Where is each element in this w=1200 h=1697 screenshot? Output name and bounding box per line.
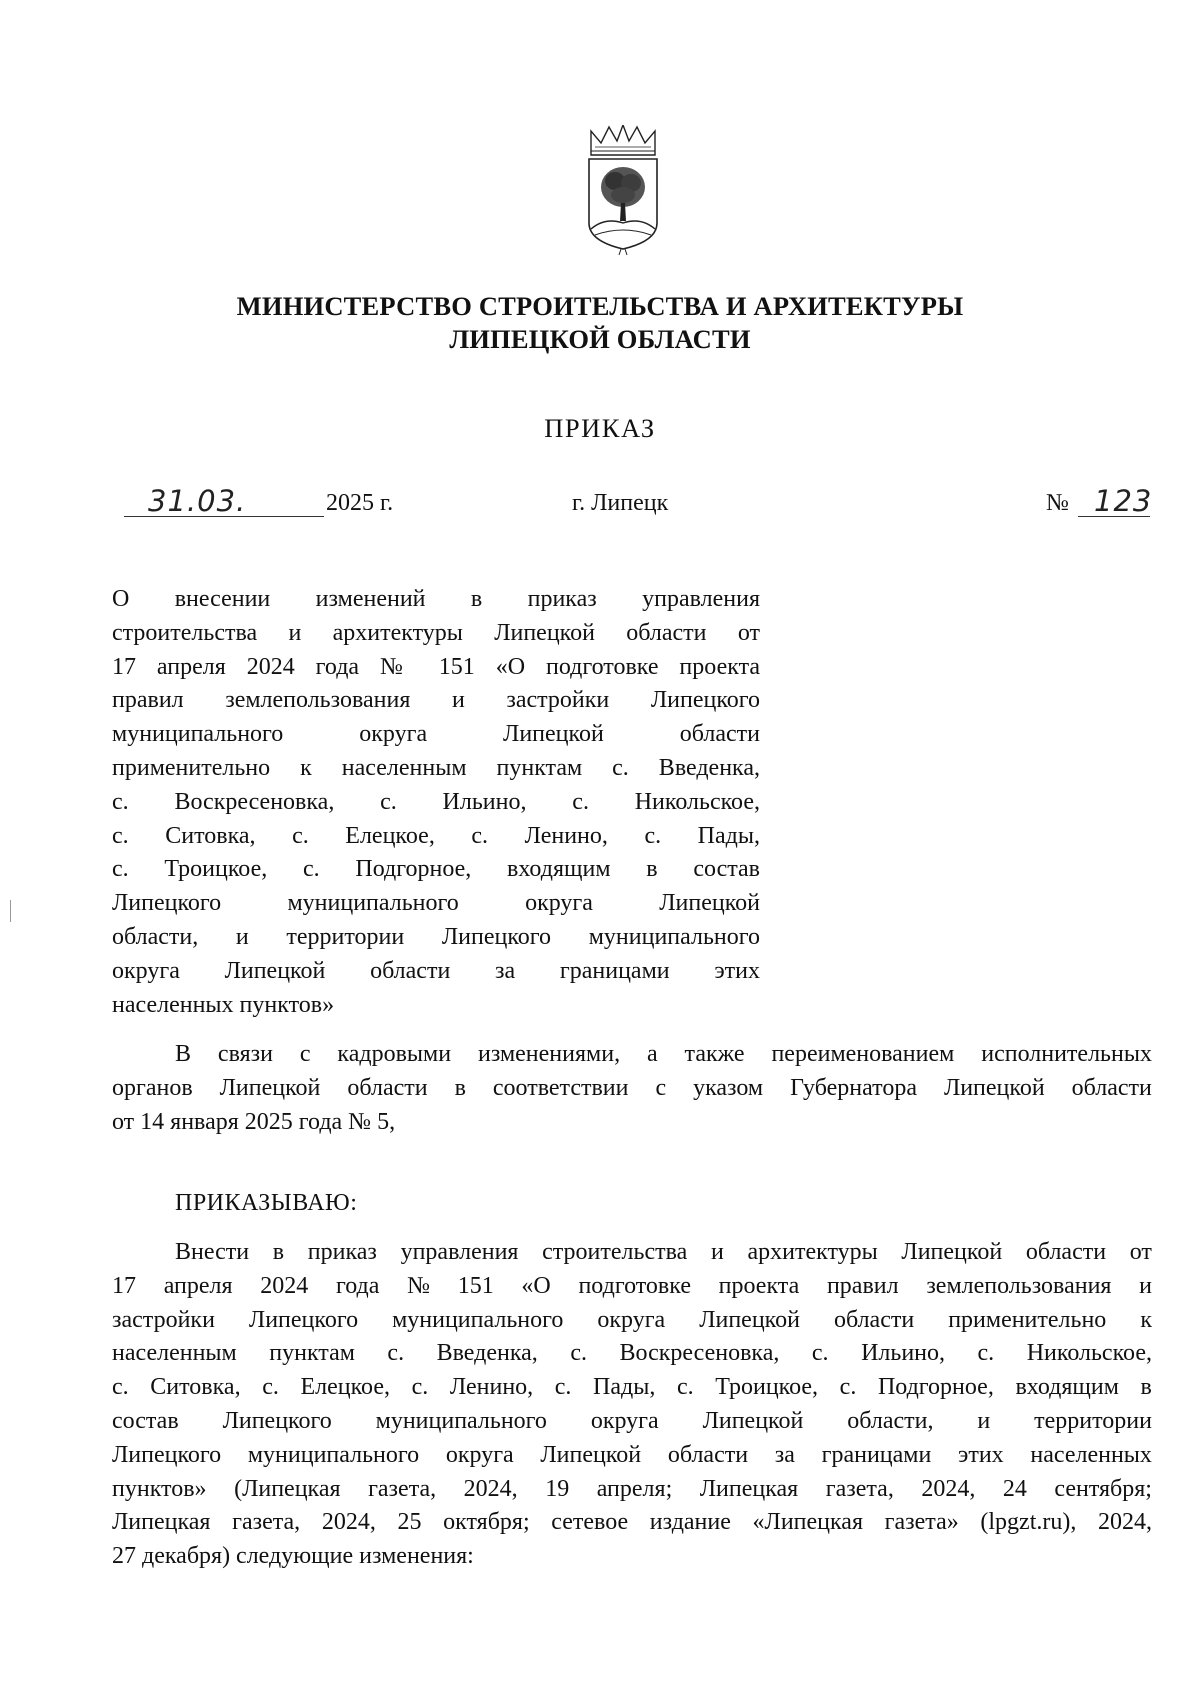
subject-line: области, и территории Липецкого муниципального (112, 923, 760, 950)
body-line: пунктов» (Липецкая газета, 2024, 19 апреля; Липецкая газета, 2024, 24 сентября; (112, 1475, 1152, 1502)
subject-line: округа Липецкой области за границами этих (112, 957, 760, 984)
body-line: населенным пунктам с. Введенка, с. Воскресеновка, с. Ильино, с. Никольское, (112, 1340, 1152, 1367)
subject-line: с. Воскресеновка, с. Ильино, с. Никольское, (112, 788, 760, 815)
subject-line: Липецкого муниципального округа Липецкой (112, 890, 760, 917)
order-directive-word: ПРИКАЗЫВАЮ: (175, 1190, 358, 1216)
body-line: Липецкого муниципального округа Липецкой области за границами этих населенных (112, 1441, 1152, 1468)
subject-line: строительства и архитектуры Липецкой области от (112, 619, 760, 646)
preamble-line: В связи с кадровыми изменениями, а также переименованием исполнительных (175, 1041, 1152, 1067)
preamble-paragraph (112, 1038, 1152, 1139)
body-line: Липецкая газета, 2024, 25 октября; сетевое издание «Липецкая газета» (lpgzt.ru), 2024, (112, 1509, 1152, 1536)
lipetsk-coat-of-arms-icon (585, 125, 661, 255)
preamble-line: органов Липецкой области в соответствии с указом Губернатора Липецкой области (112, 1074, 1152, 1101)
handwritten-number: 123 (1094, 484, 1153, 518)
document-type-title: ПРИКАЗ (544, 413, 656, 443)
body-line: 17 апреля 2024 года № 151 «О подготовке проекта правил землепользования и (112, 1272, 1152, 1299)
ministry-name-line1: МИНИСТЕРСТВО СТРОИТЕЛЬСТВА И АРХИТЕКТУРЫ (236, 291, 964, 321)
subject-line: применительно к населенным пунктам с. Введенка, (112, 754, 760, 781)
body-line: 27 декабря) следующие изменения: (112, 1543, 474, 1570)
body-line: с. Ситовка, с. Елецкое, с. Ленино, с. Пады, с. Троицкое, с. Подгорное, входящим в (112, 1374, 1152, 1401)
scan-artifact (10, 900, 11, 922)
order-subject (112, 583, 760, 1022)
body-line: Внести в приказ управления строительства и архитектуры Липецкой области от (175, 1239, 1152, 1265)
subject-line: О внесении изменений в приказ управления (112, 586, 760, 612)
body-line: застройки Липецкого муниципального округа Липецкой области применительно к (112, 1306, 1152, 1333)
subject-line: с. Ситовка, с. Елецкое, с. Ленино, с. Пады, (112, 822, 760, 849)
subject-line: с. Троицкое, с. Подгорное, входящим в состав (112, 856, 760, 883)
body-line: состав Липецкого муниципального округа Липецкой области, и территории (112, 1407, 1152, 1434)
ministry-name-line2: ЛИПЕЦКОЙ ОБЛАСТИ (449, 324, 751, 354)
document-year: 2025 г. (326, 490, 394, 516)
document-city: г. Липецк (572, 490, 669, 516)
handwritten-date: 31.03. (148, 484, 247, 518)
subject-line: муниципального округа Липецкой области (112, 721, 760, 748)
ministry-heading (0, 290, 1200, 356)
preamble-line: от 14 января 2025 года № 5, (112, 1108, 396, 1135)
number-label: № (1046, 490, 1069, 516)
subject-line: 17 апреля 2024 года № 151 «О подготовке проекта (112, 653, 760, 680)
subject-line: правил землепользования и застройки Липецкого (112, 687, 760, 714)
order-body-paragraph (112, 1236, 1152, 1574)
subject-line: населенных пунктов» (112, 991, 335, 1018)
